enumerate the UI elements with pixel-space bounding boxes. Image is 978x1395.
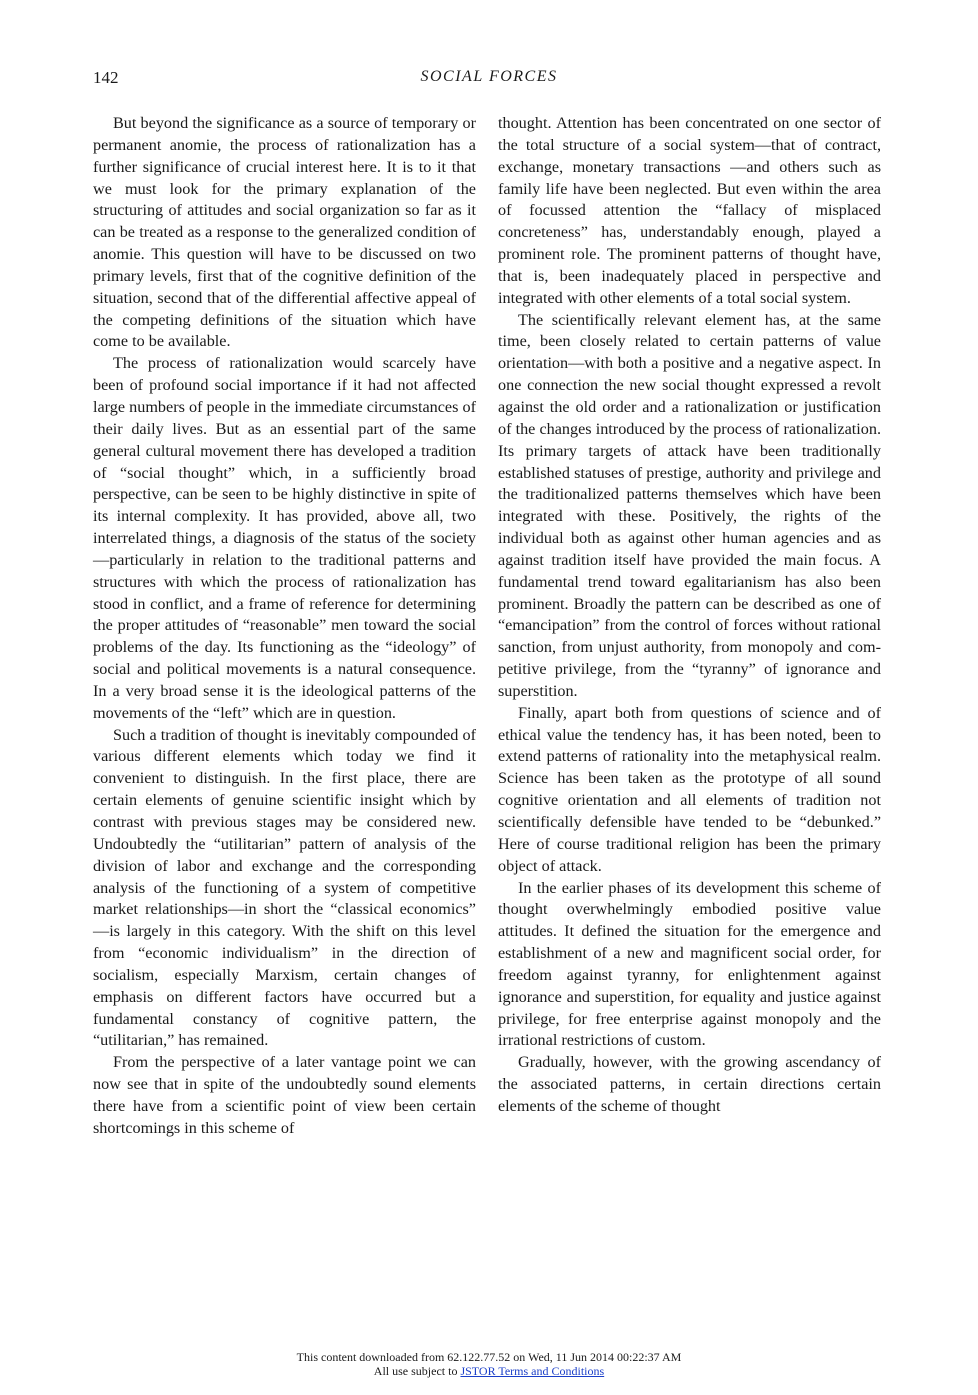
download-notice: This content downloaded from 62.122.77.52 on Wed, 11 Jun 2014 00:22:37 AM: [296, 1350, 682, 1364]
paragraph: The scientifically relevant element has, at the same time, been closely related to certain patterns of value orientation—with both a positive and a negative aspect. In one connection the new social thought expressed a revolt against the old order and a rationalization or justification of the changes introduced by the process of rationalization. Its primary targets of attack have been traditionally established statuses of prestige, authority and privilege and the traditionalized patterns themselves which have been integrated with these. Positively, the rights of the individual both as against other human agencies and as against tradition itself have provided the main focus. A fundamental trend toward egalitarianism has also been prominent. Broadly the pattern can be described as one of “emancipation” from the control of forces without rational sanction, from unjust authority, from monopoly and competitive privilege, from the “tyranny” of ignorance and superstition.: [498, 310, 881, 700]
terms-prefix: All use subject to: [373, 1364, 461, 1378]
paragraph: The process of rationalization would scarcely have been of profound social importance if it had not affected large numbers of people in the immediate circumstances of their daily lives. But as an essential part of the same general cultural movement there has developed a tradition of “social thought” which, in a sufficiently broad perspective, can be seen to be highly distinctive in spite of its internal complexity. It has provided, above all, two interrelated things, a diagnosis of the status of the society—particularly in relation to the traditional patterns and structures with which the process of rationalization has stood in conflict, and a frame of reference for determining the proper attitudes of “reasonable” men toward the social problems of the day. Its functioning as the “ideology” of social and political movements is a natural consequence. In a very broad sense it is the ideological patterns of the movements of the “left” which are in question.: [93, 354, 476, 722]
page-number: 142: [93, 68, 119, 87]
right-column: [498, 113, 881, 1118]
paragraph: Such a tradition of thought is inevitably compounded of various different elements which today we find it convenient to distinguish. In the first place, there are certain elements of genuine scientific insight which by contrast with previous stages may be considered new. Undoubtedly the “utilitarian” pattern of analysis of the division of labor and exchange and the corresponding analysis of the functioning of a system of competitive market relationships—in short the “classical economics” —is largely in this category. With the shift on this level from “economic individualism” in the direction of socialism, especially Marxism, certain changes of emphasis on different factors have occurred but a fundamental constancy of cognitive pattern, the “utilitarian,” has remained.: [93, 725, 476, 1050]
paragraph: But beyond the significance as a source of temporary or permanent anomie, the process of rationalization has a further significance of crucial interest here. It is to it that we must look for the primary explanation of the structuring of attitudes and social organization so far as it can be treated as a response to the generalized condition of anomie. This question will have to be discussed on two primary levels, first that of the cognitive definition of the situation, second that of the differential affective appeal of the competing definitions of the situation which have come to be available.: [93, 114, 476, 351]
left-column: [93, 113, 476, 1140]
running-head: SOCIAL FORCES: [420, 68, 558, 85]
download-footer: [0, 1350, 978, 1378]
terms-line: [0, 1364, 978, 1378]
paragraph: Gradually, however, with the growing ascendancy of the associated patterns, in certain directions certain elements of the scheme of thought: [498, 1053, 881, 1115]
paragraph: In the earlier phases of its development this scheme of thought overwhelmingly embodied positive value attitudes. It defined the situation for the emergence and establishment of a new and magnificent social order, for freedom against tyranny, for enlightenment against ignorance and superstition, for equality and justice against privilege, for free enterprise against monopoly and the irrational restrictions of custom.: [498, 878, 881, 1050]
jstor-terms-link[interactable]: JSTOR Terms and Conditions: [460, 1364, 605, 1378]
paragraph: From the perspective of a later vantage point we can now see that in spite of the undoubtedly sound elements there have from a scientific point of view been certain shortcomings in this scheme of: [93, 1053, 476, 1137]
paragraph-continuation: thought. Attention has been concentrated on one sector of the total structure of a social system—that of contract, exchange, monetary transactions —and others such as family life have been neglected. But even within the area of focussed attention the “fallacy of misplaced concreteness” has, understandably enough, played a prominent role. The prominent patterns of thought have, that is, been inadequately placed in perspective and integrated with other elements of a total social system.: [498, 114, 881, 307]
paragraph: Finally, apart both from questions of science and of ethical value the tendency has, it has been noted, been to extend patterns of rationality into the metaphysical realm. Science has been taken as the prototype of all sound cognitive orientation and all elements of tradition not scientifically defensible have tended to be “debunked.” Here of course traditional religion has been the primary object of attack.: [498, 703, 881, 875]
